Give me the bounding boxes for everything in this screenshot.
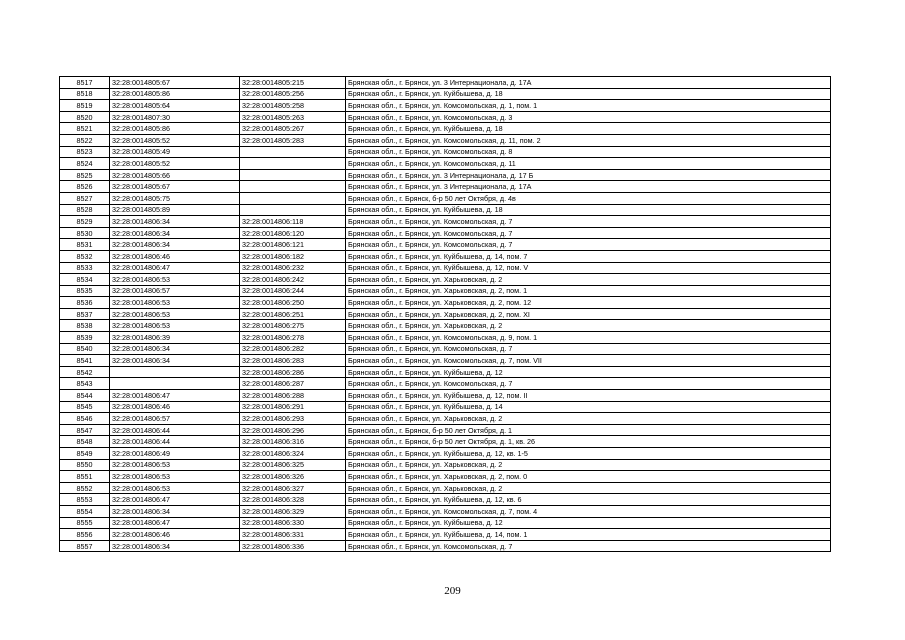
address-cell: Брянская обл., г. Брянск, ул. Комсомольская, д. 1, пом. 1 bbox=[346, 100, 831, 112]
row-number-cell: 8518 bbox=[60, 88, 110, 100]
row-number-cell: 8539 bbox=[60, 332, 110, 344]
cadastral-number-cell: 32:28:0014806:34 bbox=[110, 540, 240, 552]
row-number-cell: 8556 bbox=[60, 529, 110, 541]
row-number-cell: 8536 bbox=[60, 297, 110, 309]
address-cell: Брянская обл., г. Брянск, ул. Комсомольская, д. 7, пом. 4 bbox=[346, 505, 831, 517]
address-cell: Брянская обл., г. Брянск, б-р 50 лет Октября, д. 4в bbox=[346, 192, 831, 204]
cadastral-number-cell: 32:28:0014806:49 bbox=[110, 448, 240, 460]
table-row bbox=[60, 413, 831, 425]
address-cell: Брянская обл., г. Брянск, ул. Харьковская, д. 2 bbox=[346, 274, 831, 286]
object-cadastral-number-cell: 32:28:0014806:331 bbox=[240, 529, 346, 541]
cadastral-number-cell: 32:28:0014806:34 bbox=[110, 505, 240, 517]
object-cadastral-number-cell: 32:28:0014805:256 bbox=[240, 88, 346, 100]
table-row bbox=[60, 320, 831, 332]
address-cell: Брянская обл., г. Брянск, ул. Куйбышева, д. 12 bbox=[346, 517, 831, 529]
registry-table-body bbox=[60, 77, 831, 552]
address-cell: Брянская обл., г. Брянск, ул. Комсомольская, д. 11 bbox=[346, 158, 831, 170]
table-row bbox=[60, 262, 831, 274]
row-number-cell: 8541 bbox=[60, 355, 110, 367]
table-row bbox=[60, 424, 831, 436]
table-row bbox=[60, 366, 831, 378]
object-cadastral-number-cell: 32:28:0014805:215 bbox=[240, 77, 346, 89]
table-row bbox=[60, 343, 831, 355]
object-cadastral-number-cell: 32:28:0014806:250 bbox=[240, 297, 346, 309]
row-number-cell: 8542 bbox=[60, 366, 110, 378]
table-row bbox=[60, 494, 831, 506]
table-row bbox=[60, 100, 831, 112]
address-cell: Брянская обл., г. Брянск, ул. Харьковская, д. 2 bbox=[346, 459, 831, 471]
table-row bbox=[60, 169, 831, 181]
object-cadastral-number-cell: 32:28:0014806:232 bbox=[240, 262, 346, 274]
address-cell: Брянская обл., г. Брянск, ул. Куйбышева, д. 14, пом. 7 bbox=[346, 250, 831, 262]
row-number-cell: 8544 bbox=[60, 390, 110, 402]
table-row bbox=[60, 378, 831, 390]
cadastral-number-cell: 32:28:0014805:86 bbox=[110, 88, 240, 100]
address-cell: Брянская обл., г. Брянск, ул. Комсомольская, д. 3 bbox=[346, 111, 831, 123]
object-cadastral-number-cell bbox=[240, 204, 346, 216]
object-cadastral-number-cell: 32:28:0014806:288 bbox=[240, 390, 346, 402]
row-number-cell: 8520 bbox=[60, 111, 110, 123]
row-number-cell: 8554 bbox=[60, 505, 110, 517]
cadastral-number-cell: 32:28:0014805:64 bbox=[110, 100, 240, 112]
cadastral-number-cell: 32:28:0014805:49 bbox=[110, 146, 240, 158]
row-number-cell: 8532 bbox=[60, 250, 110, 262]
address-cell: Брянская обл., г. Брянск, ул. Куйбышева, д. 12, кв. 1-5 bbox=[346, 448, 831, 460]
object-cadastral-number-cell: 32:28:0014805:258 bbox=[240, 100, 346, 112]
address-cell: Брянская обл., г. Брянск, ул. Комсомольская, д. 11, пом. 2 bbox=[346, 134, 831, 146]
row-number-cell: 8555 bbox=[60, 517, 110, 529]
object-cadastral-number-cell: 32:28:0014806:251 bbox=[240, 308, 346, 320]
table-row bbox=[60, 448, 831, 460]
object-cadastral-number-cell: 32:28:0014806:336 bbox=[240, 540, 346, 552]
table-row bbox=[60, 158, 831, 170]
address-cell: Брянская обл., г. Брянск, ул. Куйбышева, д. 12 bbox=[346, 366, 831, 378]
table-row bbox=[60, 401, 831, 413]
object-cadastral-number-cell: 32:28:0014805:263 bbox=[240, 111, 346, 123]
cadastral-number-cell: 32:28:0014806:34 bbox=[110, 239, 240, 251]
cadastral-number-cell: 32:28:0014805:66 bbox=[110, 169, 240, 181]
cadastral-number-cell: 32:28:0014805:52 bbox=[110, 158, 240, 170]
row-number-cell: 8531 bbox=[60, 239, 110, 251]
address-cell: Брянская обл., г. Брянск, б-р 50 лет Октября, д. 1 bbox=[346, 424, 831, 436]
address-cell: Брянская обл., г. Брянск, ул. Куйбышева, д. 14 bbox=[346, 401, 831, 413]
cadastral-number-cell: 32:28:0014805:75 bbox=[110, 192, 240, 204]
row-number-cell: 8552 bbox=[60, 482, 110, 494]
object-cadastral-number-cell: 32:28:0014806:327 bbox=[240, 482, 346, 494]
address-cell: Брянская обл., г. Брянск, ул. Комсомольская, д. 7 bbox=[346, 343, 831, 355]
cadastral-number-cell bbox=[110, 378, 240, 390]
registry-table bbox=[59, 76, 831, 552]
object-cadastral-number-cell bbox=[240, 146, 346, 158]
address-cell: Брянская обл., г. Брянск, ул. Харьковская, д. 2, пом. 12 bbox=[346, 297, 831, 309]
row-number-cell: 8537 bbox=[60, 308, 110, 320]
object-cadastral-number-cell: 32:28:0014806:278 bbox=[240, 332, 346, 344]
cadastral-number-cell: 32:28:0014806:46 bbox=[110, 401, 240, 413]
object-cadastral-number-cell: 32:28:0014806:275 bbox=[240, 320, 346, 332]
object-cadastral-number-cell: 32:28:0014806:328 bbox=[240, 494, 346, 506]
object-cadastral-number-cell: 32:28:0014806:287 bbox=[240, 378, 346, 390]
row-number-cell: 8557 bbox=[60, 540, 110, 552]
address-cell: Брянская обл., г. Брянск, ул. Куйбышева, д. 18 bbox=[346, 88, 831, 100]
row-number-cell: 8553 bbox=[60, 494, 110, 506]
cadastral-number-cell: 32:28:0014806:53 bbox=[110, 482, 240, 494]
row-number-cell: 8522 bbox=[60, 134, 110, 146]
cadastral-number-cell: 32:28:0014805:52 bbox=[110, 134, 240, 146]
cadastral-number-cell: 32:28:0014806:47 bbox=[110, 517, 240, 529]
row-number-cell: 8519 bbox=[60, 100, 110, 112]
row-number-cell: 8550 bbox=[60, 459, 110, 471]
address-cell: Брянская обл., г. Брянск, ул. Комсомольская, д. 9, пом. 1 bbox=[346, 332, 831, 344]
row-number-cell: 8521 bbox=[60, 123, 110, 135]
row-number-cell: 8526 bbox=[60, 181, 110, 193]
row-number-cell: 8534 bbox=[60, 274, 110, 286]
address-cell: Брянская обл., г. Брянск, ул. Куйбышева, д. 12, пом. II bbox=[346, 390, 831, 402]
cadastral-number-cell: 32:28:0014806:53 bbox=[110, 471, 240, 483]
address-cell: Брянская обл., г. Брянск, ул. Куйбышева, д. 18 bbox=[346, 204, 831, 216]
row-number-cell: 8548 bbox=[60, 436, 110, 448]
table-row bbox=[60, 436, 831, 448]
address-cell: Брянская обл., г. Брянск, ул. Комсомольская, д. 7 bbox=[346, 216, 831, 228]
table-row bbox=[60, 111, 831, 123]
cadastral-number-cell: 32:28:0014806:53 bbox=[110, 297, 240, 309]
table-row bbox=[60, 250, 831, 262]
table-row bbox=[60, 216, 831, 228]
cadastral-number-cell: 32:28:0014806:57 bbox=[110, 285, 240, 297]
object-cadastral-number-cell: 32:28:0014806:242 bbox=[240, 274, 346, 286]
row-number-cell: 8546 bbox=[60, 413, 110, 425]
page-number: 209 bbox=[444, 585, 461, 597]
cadastral-number-cell: 32:28:0014806:47 bbox=[110, 494, 240, 506]
cadastral-number-cell: 32:28:0014806:57 bbox=[110, 413, 240, 425]
table-row bbox=[60, 146, 831, 158]
object-cadastral-number-cell: 32:28:0014806:326 bbox=[240, 471, 346, 483]
row-number-cell: 8533 bbox=[60, 262, 110, 274]
table-row bbox=[60, 192, 831, 204]
object-cadastral-number-cell: 32:28:0014806:120 bbox=[240, 227, 346, 239]
cadastral-number-cell bbox=[110, 366, 240, 378]
address-cell: Брянская обл., г. Брянск, ул. Харьковская, д. 2, пом. 0 bbox=[346, 471, 831, 483]
object-cadastral-number-cell: 32:28:0014805:283 bbox=[240, 134, 346, 146]
table-row bbox=[60, 88, 831, 100]
address-cell: Брянская обл., г. Брянск, ул. Комсомольская, д. 8 bbox=[346, 146, 831, 158]
row-number-cell: 8524 bbox=[60, 158, 110, 170]
cadastral-number-cell: 32:28:0014805:86 bbox=[110, 123, 240, 135]
address-cell: Брянская обл., г. Брянск, ул. 3 Интернационала, д. 17А bbox=[346, 77, 831, 89]
row-number-cell: 8538 bbox=[60, 320, 110, 332]
address-cell: Брянская обл., г. Брянск, ул. 3 Интернационала, д. 17 Б bbox=[346, 169, 831, 181]
address-cell: Брянская обл., г. Брянск, ул. Куйбышева, д. 12, кв. 6 bbox=[346, 494, 831, 506]
table-row bbox=[60, 540, 831, 552]
cadastral-number-cell: 32:28:0014806:46 bbox=[110, 529, 240, 541]
cadastral-number-cell: 32:28:0014806:34 bbox=[110, 343, 240, 355]
address-cell: Брянская обл., г. Брянск, ул. Харьковская, д. 2, пом. XI bbox=[346, 308, 831, 320]
address-cell: Брянская обл., г. Брянск, ул. Комсомольская, д. 7 bbox=[346, 378, 831, 390]
cadastral-number-cell: 32:28:0014806:53 bbox=[110, 308, 240, 320]
address-cell: Брянская обл., г. Брянск, ул. Харьковская, д. 2 bbox=[346, 482, 831, 494]
object-cadastral-number-cell: 32:28:0014806:121 bbox=[240, 239, 346, 251]
object-cadastral-number-cell: 32:28:0014806:118 bbox=[240, 216, 346, 228]
table-row bbox=[60, 459, 831, 471]
cadastral-number-cell: 32:28:0014806:47 bbox=[110, 390, 240, 402]
row-number-cell: 8547 bbox=[60, 424, 110, 436]
table-row bbox=[60, 505, 831, 517]
table-row bbox=[60, 181, 831, 193]
cadastral-number-cell: 32:28:0014806:34 bbox=[110, 227, 240, 239]
object-cadastral-number-cell: 32:28:0014806:329 bbox=[240, 505, 346, 517]
cadastral-number-cell: 32:28:0014805:67 bbox=[110, 181, 240, 193]
row-number-cell: 8525 bbox=[60, 169, 110, 181]
row-number-cell: 8528 bbox=[60, 204, 110, 216]
table-row bbox=[60, 482, 831, 494]
table-row bbox=[60, 517, 831, 529]
cadastral-number-cell: 32:28:0014805:89 bbox=[110, 204, 240, 216]
row-number-cell: 8545 bbox=[60, 401, 110, 413]
address-cell: Брянская обл., г. Брянск, б-р 50 лет Октября, д. 1, кв. 26 bbox=[346, 436, 831, 448]
cadastral-number-cell: 32:28:0014806:39 bbox=[110, 332, 240, 344]
table-row bbox=[60, 308, 831, 320]
address-cell: Брянская обл., г. Брянск, ул. Харьковская, д. 2 bbox=[346, 320, 831, 332]
address-cell: Брянская обл., г. Брянск, ул. Куйбышева, д. 14, пом. 1 bbox=[346, 529, 831, 541]
address-cell: Брянская обл., г. Брянск, ул. Комсомольская, д. 7 bbox=[346, 239, 831, 251]
row-number-cell: 8529 bbox=[60, 216, 110, 228]
row-number-cell: 8517 bbox=[60, 77, 110, 89]
row-number-cell: 8523 bbox=[60, 146, 110, 158]
cadastral-number-cell: 32:28:0014806:34 bbox=[110, 355, 240, 367]
object-cadastral-number-cell: 32:28:0014806:291 bbox=[240, 401, 346, 413]
object-cadastral-number-cell: 32:28:0014806:293 bbox=[240, 413, 346, 425]
table-row bbox=[60, 285, 831, 297]
object-cadastral-number-cell: 32:28:0014806:286 bbox=[240, 366, 346, 378]
table-row bbox=[60, 227, 831, 239]
object-cadastral-number-cell: 32:28:0014806:282 bbox=[240, 343, 346, 355]
table-row bbox=[60, 274, 831, 286]
cadastral-number-cell: 32:28:0014807:30 bbox=[110, 111, 240, 123]
object-cadastral-number-cell bbox=[240, 181, 346, 193]
table-row bbox=[60, 529, 831, 541]
cadastral-number-cell: 32:28:0014805:67 bbox=[110, 77, 240, 89]
object-cadastral-number-cell: 32:28:0014806:330 bbox=[240, 517, 346, 529]
address-cell: Брянская обл., г. Брянск, ул. 3 Интернационала, д. 17А bbox=[346, 181, 831, 193]
table-row bbox=[60, 123, 831, 135]
table-row bbox=[60, 134, 831, 146]
row-number-cell: 8551 bbox=[60, 471, 110, 483]
address-cell: Брянская обл., г. Брянск, ул. Харьковская, д. 2, пом. 1 bbox=[346, 285, 831, 297]
address-cell: Брянская обл., г. Брянск, ул. Харьковская, д. 2 bbox=[346, 413, 831, 425]
row-number-cell: 8530 bbox=[60, 227, 110, 239]
cadastral-number-cell: 32:28:0014806:47 bbox=[110, 262, 240, 274]
row-number-cell: 8535 bbox=[60, 285, 110, 297]
row-number-cell: 8540 bbox=[60, 343, 110, 355]
table-row bbox=[60, 204, 831, 216]
cadastral-number-cell: 32:28:0014806:34 bbox=[110, 216, 240, 228]
table-row bbox=[60, 297, 831, 309]
row-number-cell: 8527 bbox=[60, 192, 110, 204]
object-cadastral-number-cell bbox=[240, 158, 346, 170]
object-cadastral-number-cell: 32:28:0014806:244 bbox=[240, 285, 346, 297]
cadastral-number-cell: 32:28:0014806:53 bbox=[110, 274, 240, 286]
object-cadastral-number-cell: 32:28:0014806:316 bbox=[240, 436, 346, 448]
object-cadastral-number-cell: 32:28:0014806:182 bbox=[240, 250, 346, 262]
object-cadastral-number-cell: 32:28:0014806:325 bbox=[240, 459, 346, 471]
table-row bbox=[60, 355, 831, 367]
row-number-cell: 8549 bbox=[60, 448, 110, 460]
table-row bbox=[60, 77, 831, 89]
address-cell: Брянская обл., г. Брянск, ул. Комсомольская, д. 7 bbox=[346, 227, 831, 239]
cadastral-number-cell: 32:28:0014806:44 bbox=[110, 424, 240, 436]
table-row bbox=[60, 332, 831, 344]
table-row bbox=[60, 471, 831, 483]
address-cell: Брянская обл., г. Брянск, ул. Куйбышева, д. 18 bbox=[346, 123, 831, 135]
row-number-cell: 8543 bbox=[60, 378, 110, 390]
table-row bbox=[60, 390, 831, 402]
address-cell: Брянская обл., г. Брянск, ул. Комсомольская, д. 7, пом. VII bbox=[346, 355, 831, 367]
cadastral-number-cell: 32:28:0014806:53 bbox=[110, 459, 240, 471]
object-cadastral-number-cell: 32:28:0014806:283 bbox=[240, 355, 346, 367]
object-cadastral-number-cell bbox=[240, 169, 346, 181]
cadastral-number-cell: 32:28:0014806:44 bbox=[110, 436, 240, 448]
object-cadastral-number-cell: 32:28:0014806:324 bbox=[240, 448, 346, 460]
cadastral-number-cell: 32:28:0014806:53 bbox=[110, 320, 240, 332]
address-cell: Брянская обл., г. Брянск, ул. Куйбышева, д. 12, пом. V bbox=[346, 262, 831, 274]
cadastral-number-cell: 32:28:0014806:46 bbox=[110, 250, 240, 262]
address-cell: Брянская обл., г. Брянск, ул. Комсомольская, д. 7 bbox=[346, 540, 831, 552]
object-cadastral-number-cell bbox=[240, 192, 346, 204]
object-cadastral-number-cell: 32:28:0014806:296 bbox=[240, 424, 346, 436]
object-cadastral-number-cell: 32:28:0014805:267 bbox=[240, 123, 346, 135]
table-row bbox=[60, 239, 831, 251]
